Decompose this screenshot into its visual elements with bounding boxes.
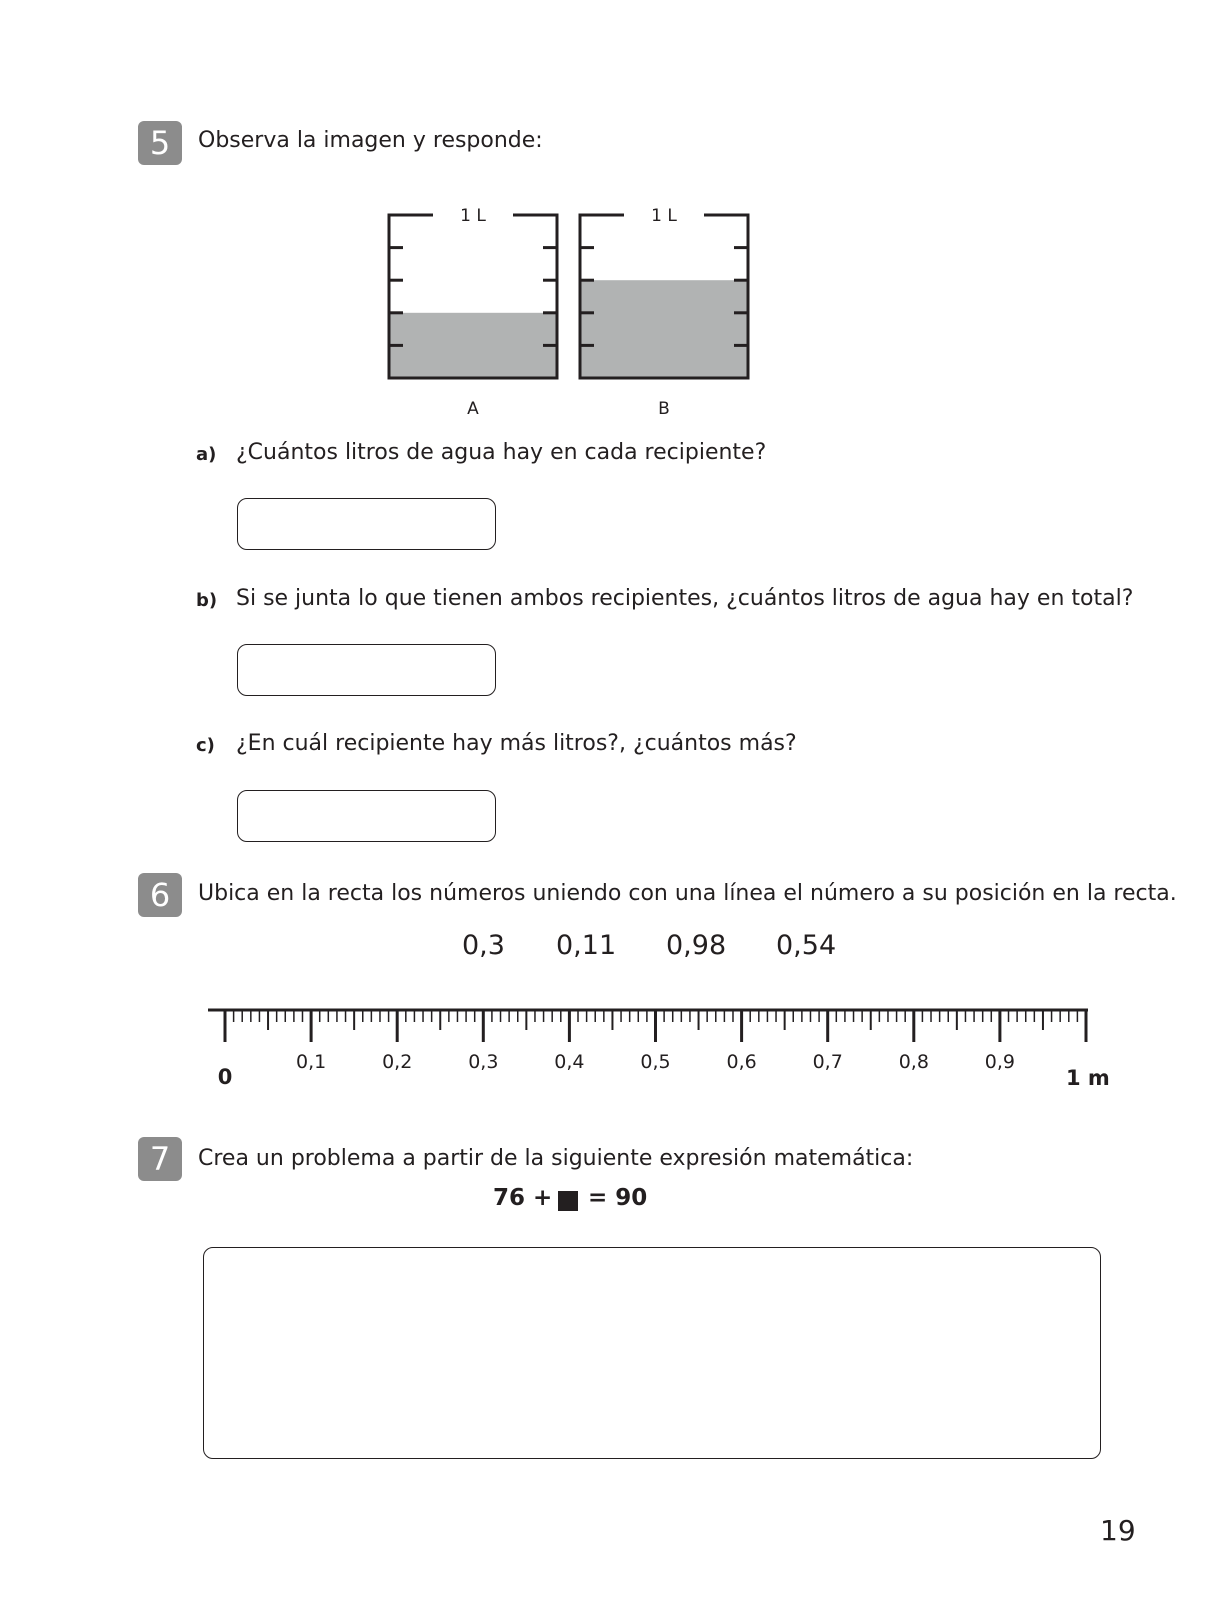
number-option: 0,98 xyxy=(666,930,727,961)
measuring-containers-figure xyxy=(0,0,1222,430)
subquestion-c-text: ¿En cuál recipiente hay más litros?, ¿cuántos más? xyxy=(236,731,797,756)
answer-box-c[interactable] xyxy=(237,790,496,842)
container-name-label: A xyxy=(467,399,479,419)
container-b xyxy=(580,206,748,419)
ruler-tick-label: 0,9 xyxy=(984,1051,1016,1073)
ruler-start-label: 0 xyxy=(217,1065,233,1089)
ruler-tick-label: 0,1 xyxy=(295,1051,327,1073)
ruler-tick-label: 0,5 xyxy=(640,1051,671,1073)
water-fill xyxy=(580,280,748,378)
answer-box-b[interactable] xyxy=(237,644,496,696)
subquestion-b-text: Si se junta lo que tienen ambos recipientes, ¿cuántos litros de agua hay en total? xyxy=(236,586,1134,611)
answer-box-a[interactable] xyxy=(237,498,496,550)
expression-right: = 90 xyxy=(588,1185,648,1211)
ruler-tick-label: 0,4 xyxy=(554,1051,585,1073)
question-number-7: 7 xyxy=(138,1137,182,1181)
subquestion-a-text: ¿Cuántos litros de agua hay en cada recipiente? xyxy=(236,440,767,465)
container-name-label: B xyxy=(658,399,670,419)
number-option: 0,54 xyxy=(776,930,837,961)
number-line-ruler xyxy=(0,1000,1222,1110)
ruler-tick-label: 0,6 xyxy=(726,1051,757,1073)
problem-answer-box[interactable] xyxy=(203,1247,1101,1459)
number-option: 0,3 xyxy=(462,930,505,961)
capacity-label: 1 L xyxy=(460,206,486,226)
container-a xyxy=(389,206,557,419)
subquestion-b-label: b) xyxy=(196,590,218,611)
subquestion-a-label: a) xyxy=(196,444,217,465)
expression-left: 76 + xyxy=(493,1185,553,1211)
ruler-tick-label: 0,3 xyxy=(468,1051,499,1073)
question-number-5: 5 xyxy=(138,121,182,165)
capacity-label: 1 L xyxy=(651,206,677,226)
ruler-tick-label: 0,2 xyxy=(382,1051,413,1073)
ruler-tick-label: 0,8 xyxy=(898,1051,929,1073)
question-6-instruction: Ubica en la recta los números uniendo con una línea el número a su posición en la recta. xyxy=(198,881,1177,906)
question-number-6: 6 xyxy=(138,873,182,917)
number-option: 0,11 xyxy=(556,930,617,961)
ruler-end-label: 1 m xyxy=(1066,1066,1110,1090)
ruler-tick-label: 0,7 xyxy=(812,1051,843,1073)
question-5-instruction: Observa la imagen y responde: xyxy=(198,128,543,153)
question-7-instruction: Crea un problema a partir de la siguiente expresión matemática: xyxy=(198,1146,914,1171)
page-number: 19 xyxy=(1100,1514,1136,1547)
water-fill xyxy=(389,313,557,378)
subquestion-c-label: c) xyxy=(196,735,215,756)
missing-number-square xyxy=(558,1191,578,1211)
